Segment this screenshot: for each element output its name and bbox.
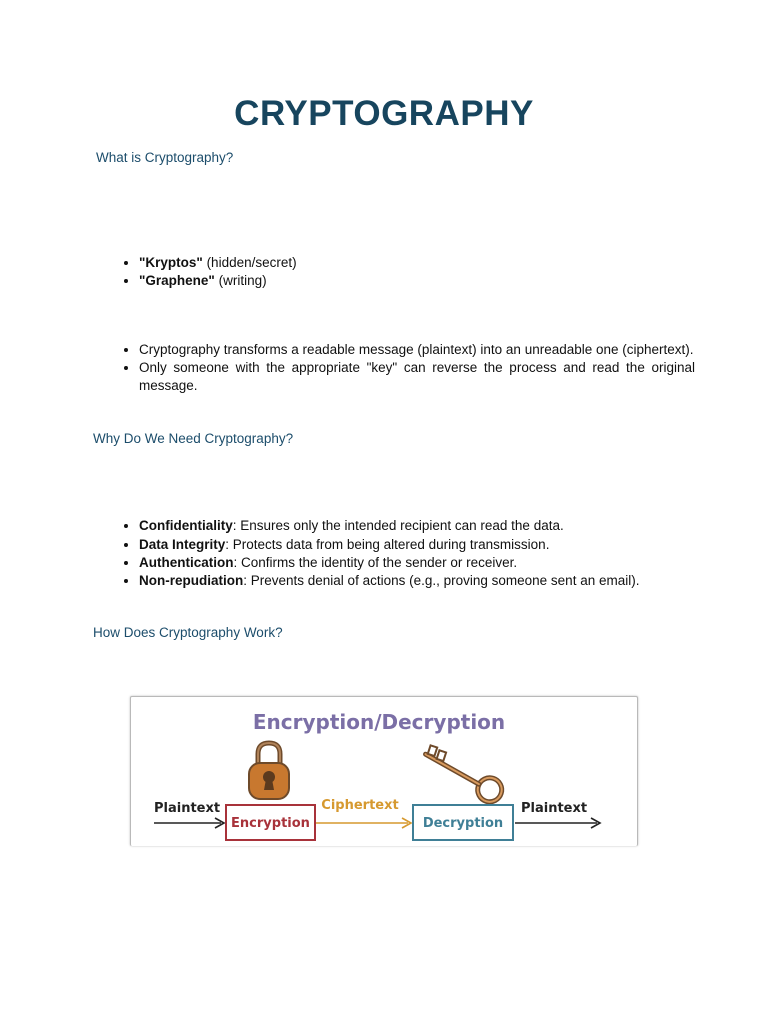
list-item [139, 272, 695, 290]
term-non-repudiation: Non-repudiation [139, 573, 244, 588]
arrow-right-icon [154, 818, 224, 828]
etymology-list [118, 254, 695, 289]
list-item [139, 536, 695, 554]
arrow-right-icon [316, 818, 411, 828]
list-item: • Only someone with the appropriate "key" can reverse the process and read the original message. [139, 359, 695, 395]
encryption-label: Encryption [231, 816, 310, 831]
plaintext-in-label: Plaintext [154, 801, 221, 816]
term-description: : Ensures only the intended recipient can read the data. [232, 518, 564, 533]
section-heading-what-is: What is Cryptography? [96, 150, 234, 165]
plaintext-out-label: Plaintext [521, 801, 588, 816]
term-confidentiality: Confidentiality [139, 518, 233, 533]
encryption-diagram [130, 696, 638, 846]
section-heading-why: Why Do We Need Cryptography? [93, 431, 294, 446]
term-description: : Confirms the identity of the sender or receiver. [233, 555, 518, 570]
diagram-title: Encryption/Decryption [252, 710, 506, 734]
key-icon [418, 745, 509, 805]
decryption-label: Decryption [422, 816, 504, 831]
term-kryptos: "Kryptos" [139, 255, 203, 270]
list-item [139, 254, 695, 272]
arrow-right-icon [515, 818, 600, 828]
padlock-icon [249, 743, 289, 799]
section-heading-how: How Does Cryptography Work? [93, 625, 283, 640]
list-item [139, 517, 695, 535]
benefits-list [118, 517, 695, 590]
list-item: • Cryptography transforms a readable message (plaintext) into an unreadable one (ciphertext). [139, 341, 695, 359]
term-meaning: (hidden/secret) [202, 255, 297, 270]
term-description: : Protects data from being altered during transmission. [225, 537, 550, 552]
term-meaning: (writing) [214, 272, 267, 288]
term-graphene: "Graphene" [139, 272, 215, 288]
diagram-canvas [131, 697, 637, 846]
list-item [139, 554, 695, 572]
term-description: : Prevents denial of actions (e.g., proving someone sent an email). [243, 573, 640, 588]
list-item [139, 572, 695, 590]
term-data-integrity: Data Integrity [139, 537, 226, 552]
ciphertext-label: Ciphertext [321, 798, 399, 813]
page-title: CRYPTOGRAPHY [234, 94, 534, 133]
definition-list [118, 341, 695, 395]
term-authentication: Authentication [139, 555, 234, 570]
